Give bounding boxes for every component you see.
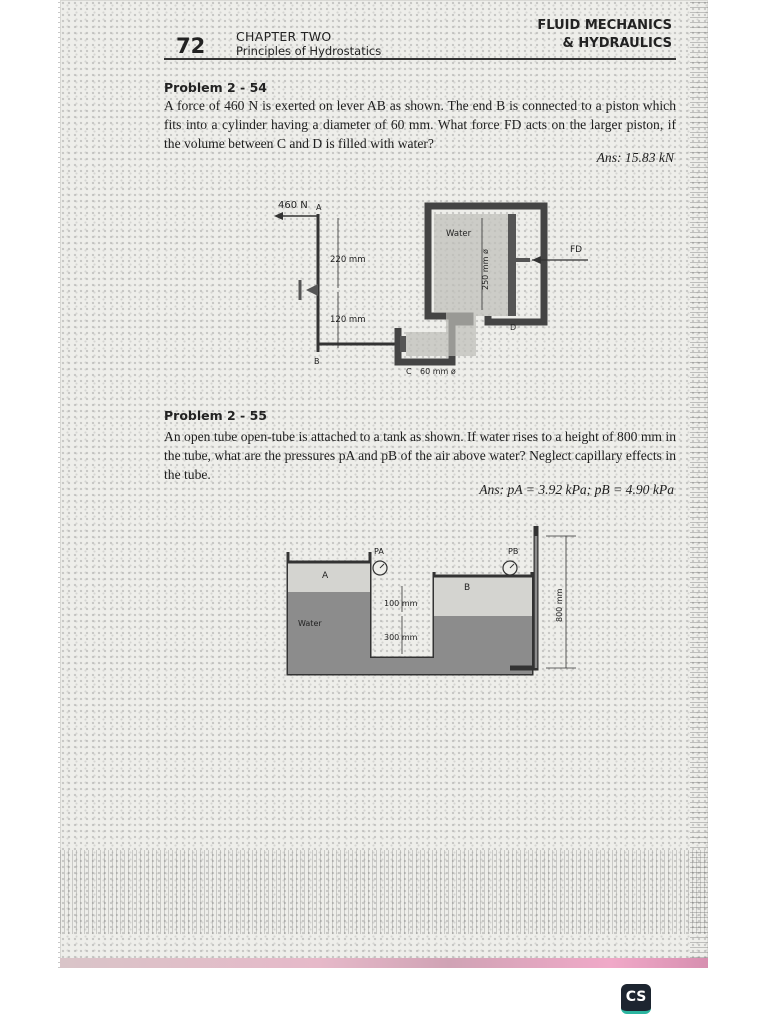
- dim-piston-label: 250 mm ø: [481, 249, 490, 290]
- label-d: D: [510, 323, 517, 332]
- piston-rod: [516, 258, 530, 262]
- pivot-support: [306, 284, 318, 296]
- dim-lower-label: 120 mm: [330, 315, 366, 325]
- gauge-b-label: PB: [508, 547, 519, 556]
- label-b: B: [464, 583, 471, 593]
- fluid-label: Water: [446, 229, 472, 239]
- large-piston: [508, 214, 516, 316]
- gauge-a-label: PA: [374, 547, 384, 556]
- problem-55-text: An open tube open-tube is attached to a tank as shown. If water rises to a height of 800 mm in the tube, what are the pressures pA and pB of the air above water? Neglect capillary effects in the tube.: [164, 429, 676, 482]
- problem-55-title: Problem 2 - 55: [164, 408, 267, 423]
- force-arrowhead: [274, 212, 283, 220]
- force-label: 460 N: [278, 200, 308, 211]
- air-chamber-b: [434, 576, 532, 616]
- camscanner-badge[interactable]: CS: [621, 984, 651, 1014]
- air-chamber-a: [288, 562, 370, 592]
- page-number: 72: [176, 34, 206, 58]
- label-a: A: [322, 571, 329, 581]
- problem-54-answer: Ans: 15.83 kN: [596, 150, 674, 165]
- label-c: C: [406, 367, 412, 376]
- small-piston: [400, 336, 406, 352]
- page-bottom-strip: [60, 958, 708, 968]
- dim-top-label: 100 mm: [384, 599, 418, 608]
- label-b: B: [314, 357, 320, 366]
- dim-bottom-label: 300 mm: [384, 633, 418, 642]
- water-b: [434, 616, 532, 674]
- problem-55-answer: Ans: pA = 3.92 kPa; pB = 4.90 kPa: [479, 482, 674, 497]
- dim-tube-label: 800 mm: [555, 588, 564, 622]
- problem-54-text: A force of 460 N is exerted on lever AB as shown. The end B is connected to a piston which fits into a cylinder having a diameter of 60 mm. What force FD acts on the larger piston, if the volume between C and D is filled with water?: [164, 98, 676, 151]
- book-title-line2: & HYDRAULICS: [562, 36, 672, 51]
- problem-54-title: Problem 2 - 54: [164, 80, 267, 95]
- dim-small-label: 60 mm ø: [420, 367, 456, 376]
- page-right-edge: [690, 0, 708, 968]
- header-rule: [164, 58, 676, 60]
- scan-noise-band: [60, 850, 708, 934]
- chapter-title: CHAPTER TWO: [236, 29, 332, 44]
- label-a: A: [316, 203, 322, 212]
- problem-54-figure: [270, 192, 610, 382]
- fluid-label: Water: [298, 619, 322, 628]
- chapter-subtitle: Principles of Hydrostatics: [236, 44, 382, 58]
- book-title-line1: FLUID MECHANICS: [537, 18, 672, 33]
- dim-upper-label: 220 mm: [330, 255, 366, 265]
- force-d-label: FD: [570, 245, 583, 255]
- force-d-arrowhead: [532, 256, 541, 264]
- problem-55-figure: [284, 522, 584, 678]
